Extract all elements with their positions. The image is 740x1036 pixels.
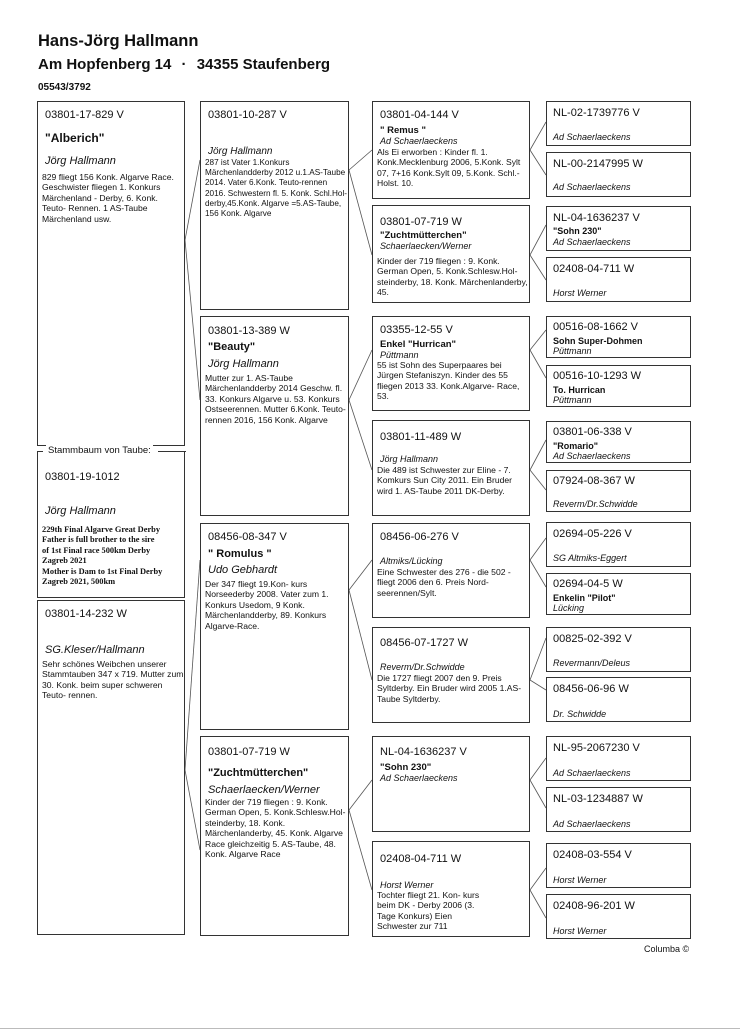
gen4-ring: 02408-03-554 V (553, 849, 632, 861)
gen3-notes: Als Ei erworben : Kinder fl. 1. Konk.Mecklenburg 2006, 5.Konk. Sylt 07, 7+16 Konk.Sylt 09, 5.Konk. Schl.-Holst. 10. (377, 147, 521, 189)
gen4-ring: 08456-06-96 W (553, 683, 629, 695)
pedigree-of-box (37, 445, 185, 598)
pedigree-of-top-border-left (37, 451, 43, 452)
gen3-box (372, 627, 530, 723)
gen3-notes: Kinder der 719 fliegen : 9. Konk. German Open, 5. Konk.Schlesw.Hol-steinderby, 18. Konk. Märchenlanderby, 45. (377, 256, 528, 298)
address-street: Am Hopfenberg 14 (38, 56, 172, 73)
gen4-box (546, 736, 691, 781)
gen4-ring: NL-03-1234887 W (553, 793, 643, 805)
gen2-breeder: Schaerlaecken/Werner (208, 784, 320, 796)
gen4-ring: 03801-06-338 V (553, 426, 632, 438)
owner-name: Hans-Jörg Hallmann (38, 32, 199, 50)
gen4-box (546, 101, 691, 146)
gen4-breeder: Ad Schaerlaeckens (553, 132, 631, 142)
gen3-breeder: Ad Schaerlaeckens (380, 136, 458, 146)
gen4-box (546, 470, 691, 512)
gen4-box (546, 522, 691, 567)
gen2-box-dam-sire (200, 523, 349, 730)
gen4-ring: NL-02-1739776 V (553, 107, 640, 119)
gen3-breeder: Reverm/Dr.Schwidde (380, 662, 465, 672)
gen4-box (546, 627, 691, 672)
gen4-ring: 02408-96-201 W (553, 900, 635, 912)
gen3-ring: 02408-04-711 W (380, 853, 462, 865)
gen4-box (546, 573, 691, 615)
gen4-breeder: SG Altmiks-Eggert (553, 553, 627, 563)
gen3-ring: 08456-06-276 V (380, 531, 459, 543)
gen4-box (546, 206, 691, 251)
subject-breeder: Jörg Hallmann (45, 155, 116, 167)
gen2-notes: Der 347 fliegt 19.Kon- kurs Norseederby 2008. Vater zum 1. Konkurs Usedom, 9 Konk. Märchenlandderby, 89. Konkurs Algarve-Race. (205, 579, 329, 631)
gen4-ring: 02694-04-5 W (553, 578, 623, 590)
footer-brand: Columba © (644, 944, 690, 954)
subject-name: "Alberich" (45, 131, 105, 145)
gen4-breeder: Dr. Schwidde (553, 709, 607, 719)
pedigree-of-note-line: Mother is Dam to 1st Final Derby (42, 566, 163, 576)
gen4-name: To. Hurrican (553, 385, 606, 395)
dam-notes: Sehr schönes Weibchen unserer Stammtauben 347 x 719. Mutter zum 30. Konk. beim super schweren Teuto- rennen. (42, 659, 184, 701)
gen4-breeder: Ad Schaerlaeckens (553, 819, 631, 829)
dam-ring: 03801-14-232 W (45, 608, 127, 620)
gen2-breeder: Jörg Hallmann (208, 358, 279, 370)
subject-notes: 829 fliegt 156 Konk. Algarve Race. Geschwister fliegen 1. Konkurs Märchenland - Derby, 6. Konk. Teuto- Rennen. 1 AS-Taube Märchenland usw. (42, 172, 174, 224)
gen3-breeder: Schaerlaecken/Werner (380, 241, 472, 251)
pedigree-of-notes (42, 525, 184, 587)
gen3-notes: Tochter fliegt 21. Kon- kurs beim DK - Derby 2006 (3. Tage Konkurs) Eien Schwester zur 711 (377, 890, 480, 932)
gen3-box (372, 420, 530, 516)
gen3-ring: 03801-11-489 W (380, 431, 462, 443)
dam-box (37, 600, 185, 935)
gen2-ring: 03801-07-719 W (208, 746, 290, 758)
gen3-name: "Sohn 230" (380, 762, 432, 773)
gen4-breeder: Püttmann (553, 346, 592, 356)
gen3-name: "Zuchtmütterchen" (380, 230, 467, 241)
gen4-box (546, 894, 691, 939)
gen4-breeder: Revermann/Deleus (553, 658, 631, 668)
pedigree-of-note-line: Father is full brother to the sire (42, 535, 155, 545)
pedigree-of-note-line: of 1st Final race 500km Derby (42, 545, 151, 555)
gen3-breeder: Püttmann (380, 350, 419, 360)
gen3-box (372, 736, 530, 832)
gen3-notes: Die 489 ist Schwester zur Eline - 7. Komkurs Sun City 2011. Ein Bruder wird 1. AS-Taube 2011 DK-Derby. (377, 465, 513, 496)
pedigree-of-top-border-right (158, 451, 186, 452)
gen3-box (372, 316, 530, 411)
gen4-breeder: Püttmann (553, 395, 592, 405)
gen4-box (546, 316, 691, 358)
gen2-breeder: Jörg Hallmann (208, 146, 273, 157)
address-city: 34355 Staufenberg (196, 56, 331, 73)
gen2-name: "Zuchtmütterchen" (208, 767, 309, 779)
gen4-box (546, 421, 691, 463)
gen3-breeder: Altmiks/Lücking (380, 556, 443, 566)
gen4-ring: 00516-08-1662 V (553, 321, 639, 333)
gen4-breeder: Lücking (553, 603, 585, 613)
owner-address (38, 56, 330, 73)
subject-ring: 03801-17-829 V (45, 109, 124, 121)
gen4-name: "Romario" (553, 441, 599, 451)
gen2-notes: Kinder der 719 fliegen : 9. Konk. German Open, 5. Konk.Schlesw.Hol-steinderby, 18. Konk. Märchenlanderby, 45. Konk. Algarve Race gleichzeitig 5. AS-Taube, 48. Konk. Algarve Race (205, 797, 346, 860)
gen4-name: Sohn Super-Dohmen (553, 336, 643, 346)
gen3-breeder: Ad Schaerlaeckens (380, 773, 458, 783)
gen3-box (372, 841, 530, 937)
gen3-ring: 08456-07-1727 W (380, 637, 469, 649)
gen4-ring: 00516-10-1293 W (553, 370, 642, 382)
gen4-breeder: Ad Schaerlaeckens (553, 451, 631, 461)
gen4-breeder: Ad Schaerlaeckens (553, 768, 631, 778)
gen4-box (546, 787, 691, 832)
gen4-box (546, 677, 691, 722)
gen3-ring: 03801-04-144 V (380, 109, 459, 121)
pedigree-of-ring: 03801-19-1012 (45, 471, 120, 483)
gen2-notes: 287 ist Vater 1.Konkurs Märchenlandderby 2012 u.1.AS-Taube 2014. Vater 6.Konk. Teuto-rennen 2016. Schwestern fl. 5. Konk. Schl.Hol-derby,45.Konk. Algarve =5.AS-Taube, 156 Konk. Algarve (205, 158, 347, 219)
gen4-ring: 00825-02-392 V (553, 633, 632, 645)
address-separator: · (181, 56, 187, 73)
gen4-ring: 07924-08-367 W (553, 475, 635, 487)
gen4-name: Enkelin "Pilot" (553, 593, 616, 603)
gen4-breeder: Horst Werner (553, 288, 607, 298)
gen2-box-sire (200, 101, 349, 310)
gen2-box-dam-dam (200, 736, 349, 936)
gen4-ring: NL-00-2147995 W (553, 158, 643, 170)
gen3-ring: NL-04-1636237 V (380, 746, 467, 758)
gen2-box-sire-dam (200, 316, 349, 516)
gen4-breeder: Horst Werner (553, 875, 607, 885)
dam-breeder: SG.Kleser/Hallmann (45, 644, 145, 656)
pedigree-of-note-line: 229th Final Algarve Great Derby (42, 525, 161, 534)
gen4-ring: NL-04-1636237 V (553, 212, 640, 224)
gen4-name: "Sohn 230" (553, 226, 602, 236)
gen3-box (372, 205, 530, 303)
gen4-ring: 02408-04-711 W (553, 263, 635, 275)
gen3-breeder: Horst Werner (380, 880, 434, 890)
subject-box (37, 101, 185, 446)
gen4-box (546, 152, 691, 197)
gen3-notes: 55 ist Sohn des Superpaares bei Jürgen Stefaniszyn. Kinder des 55 fliegen 2013 33. Konk.Algarve- Race, 53. (377, 360, 520, 402)
gen2-breeder: Udo Gebhardt (208, 564, 278, 576)
gen4-breeder: Reverm/Dr.Schwidde (553, 499, 638, 509)
gen3-ring: 03801-07-719 W (380, 216, 462, 228)
gen3-name: Enkel "Hurrican" (380, 339, 457, 350)
gen2-notes: Mutter zur 1. AS-Taube Märchenlandderby 2014 Geschw. fl. 33. Konkurs Algarve u. 53. Konkurs Ostseerennen. Mutter 6.Konk. Teuto-rennen 2016, 156 Konk. Algarve (205, 373, 346, 425)
gen3-box (372, 101, 530, 199)
gen2-name: " Romulus " (208, 548, 272, 560)
gen4-breeder: Horst Werner (553, 926, 607, 936)
pedigree-of-breeder: Jörg Hallmann (45, 505, 116, 517)
gen4-ring: 02694-05-226 V (553, 528, 632, 540)
gen3-notes: Eine Schwester des 276 - die 502 - fliegt 2006 den 6. Preis Nord- seerennen/Sylt. (377, 567, 511, 598)
gen4-box (546, 843, 691, 888)
gen3-breeder: Jörg Hallmann (380, 454, 439, 464)
gen2-ring: 08456-08-347 V (208, 531, 287, 543)
gen3-box (372, 523, 530, 618)
gen2-name: "Beauty" (208, 341, 256, 353)
gen4-ring: NL-95-2067230 V (553, 742, 640, 754)
gen4-breeder: Ad Schaerlaeckens (553, 237, 631, 247)
gen2-ring: 03801-10-287 V (208, 109, 287, 121)
gen3-ring: 03355-12-55 V (380, 324, 453, 336)
gen2-ring: 03801-13-389 W (208, 325, 290, 337)
gen4-breeder: Ad Schaerlaeckens (553, 182, 631, 192)
pedigree-of-legend: Stammbaum von Taube: (48, 445, 151, 456)
gen3-notes: Die 1727 fliegt 2007 den 9. Preis Syltderby. Ein Bruder wird 2005 1.AS-Taube Syltderby. (377, 673, 522, 704)
page-bottom-rule (0, 1028, 740, 1029)
pedigree-of-note-line: Zagreb 2021, 500km (42, 577, 116, 587)
gen4-box (546, 365, 691, 407)
registration-number: 05543/3792 (38, 82, 91, 93)
pedigree-of-note-line: Zagreb 2021 (42, 556, 87, 566)
gen4-box (546, 257, 691, 302)
gen3-name: " Remus " (380, 125, 426, 136)
